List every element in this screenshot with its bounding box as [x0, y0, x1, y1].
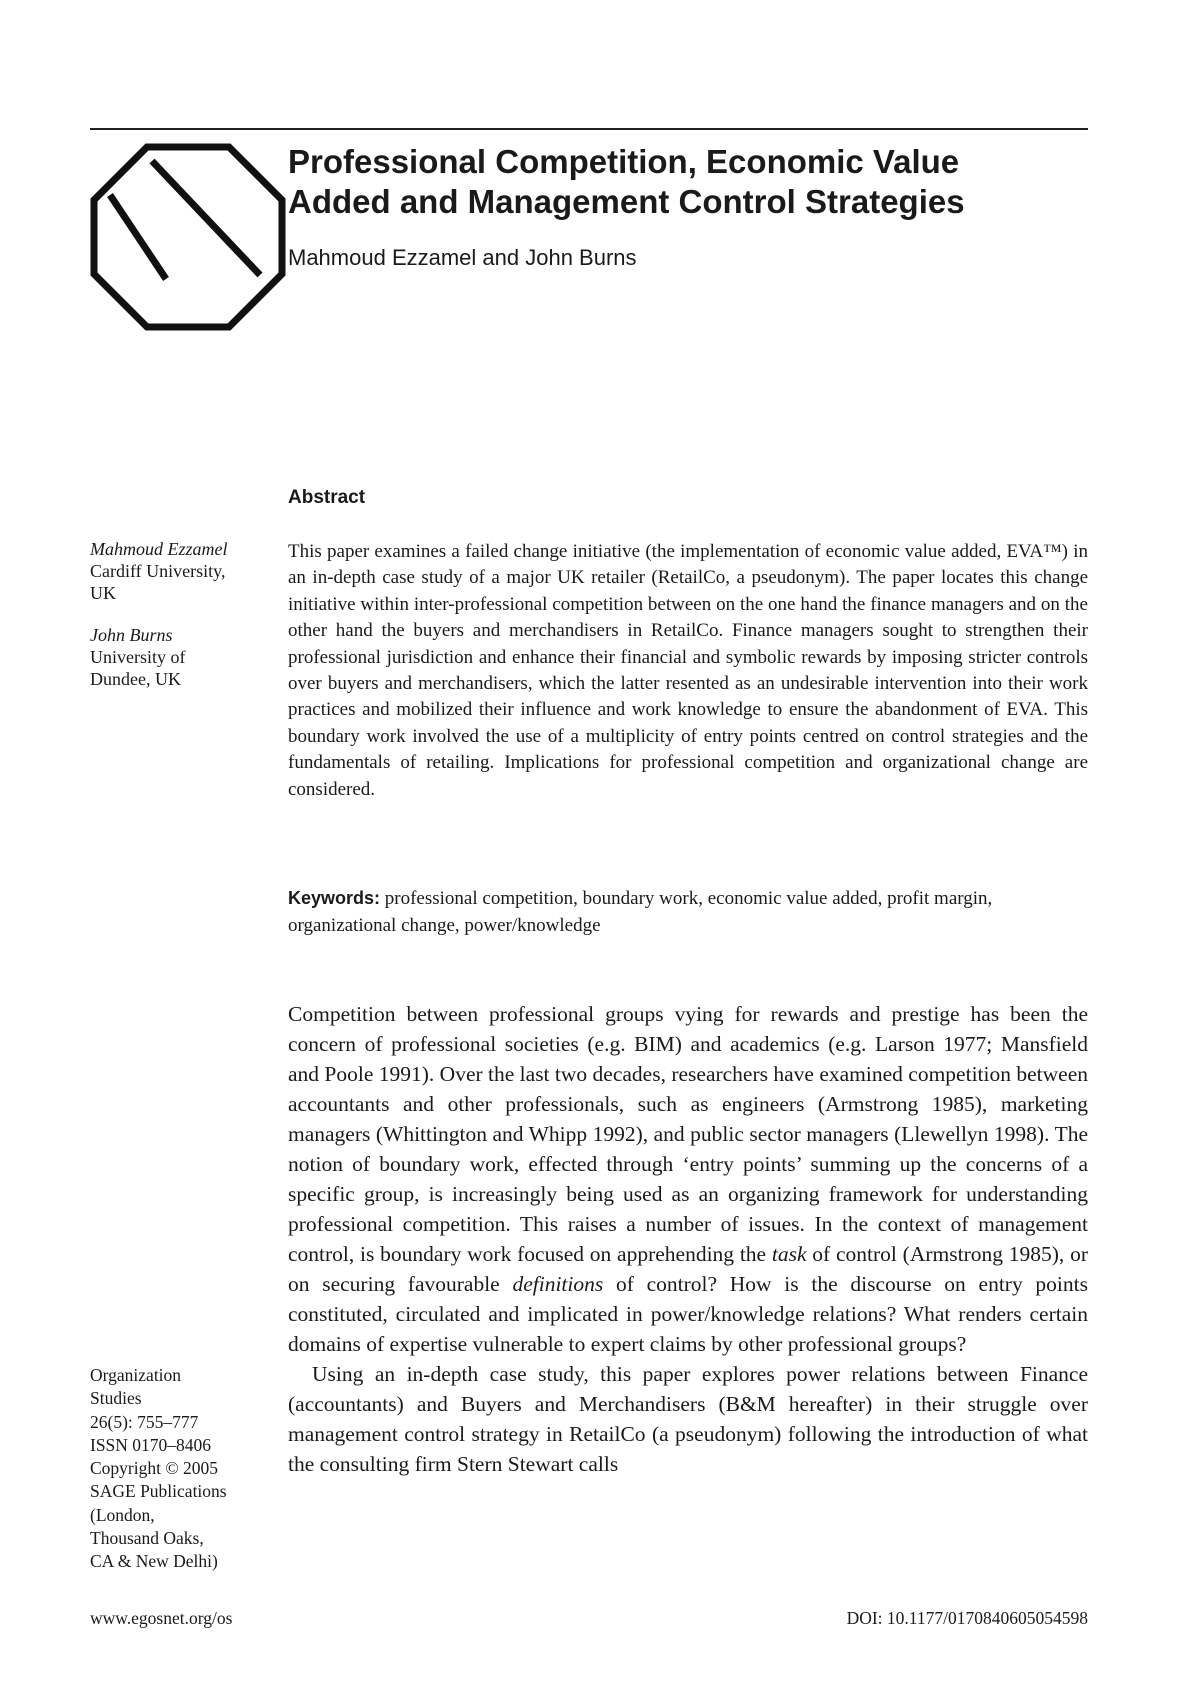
logo-stroke-short	[110, 195, 166, 279]
header-rule	[90, 128, 1088, 130]
publisher-location-1: (London,	[90, 1504, 155, 1525]
affiliation-burns	[90, 624, 265, 690]
publisher-location-3: CA & New Delhi)	[90, 1551, 218, 1572]
affiliation-country: UK	[90, 583, 116, 603]
journal-logo-icon	[90, 143, 286, 331]
journal-issn: ISSN 0170–8406	[90, 1434, 212, 1455]
journal-name-line-1: Organization	[90, 1365, 182, 1385]
article-body	[288, 999, 1088, 1479]
body-p1-text-a: Competition between professional groups vying for rewards and prestige has been the concern of professional societies (e.g. BIM) and academics (e.g. Larson 1977; Mansfield and Poole 1991). Over the last two decades, researchers have examined competition between accountants and other professionals, such as engineers (Armstrong 1985), marketing managers (Whittington and Whipp 1992), and public sector managers (Llewellyn 1998). The notion of boundary work, effected through ‘entry points’ summing up the concerns of a specific group, is increasingly being used as an organizing framework for understanding professional competition. This raises a number of issues. In the context of management control, is boundary work focused on apprehending the	[288, 1002, 1088, 1266]
journal-url-link[interactable]: www.egosnet.org/os	[90, 1608, 233, 1628]
affiliation-country: Dundee, UK	[90, 669, 181, 689]
body-p1-text-b: of control (Armstrong 1985), or on securing favourable	[288, 1242, 1088, 1296]
body-p1-emphasis-task: task	[771, 1242, 807, 1266]
journal-volume: 26(5): 755–777	[90, 1411, 199, 1432]
logo-octagon	[94, 147, 282, 327]
affiliation-institution: Cardiff University,	[90, 561, 226, 581]
title-line-1: Professional Competition, Economic Value	[288, 143, 960, 180]
affiliation-ezzamel	[90, 538, 265, 604]
body-p1-emphasis-definitions: definitions	[512, 1272, 604, 1296]
keywords-text: professional competition, boundary work, economic value added, profit margin, organizational change, power/knowledge	[288, 888, 993, 936]
keywords-label: Keywords:	[288, 888, 381, 908]
affiliation-institution: University of	[90, 647, 186, 667]
affiliation-author-name: Mahmoud Ezzamel	[90, 539, 228, 559]
abstract-heading: Abstract	[288, 487, 366, 508]
body-paragraph-2: Using an in-depth case study, this paper explores power relations between Finance (accountants) and Buyers and Merchandisers (B&M hereafter) in their struggle over management control strategy in RetailCo (a pseudonym) following the introduction of what the consulting firm Stern Stewart calls	[288, 1362, 1088, 1476]
article-authors: Mahmoud Ezzamel and John Burns	[288, 245, 637, 270]
publication-info	[90, 1364, 270, 1574]
article-title	[288, 142, 1088, 222]
keywords	[288, 885, 1088, 939]
affiliation-author-name: John Burns	[90, 625, 173, 645]
copyright: Copyright © 2005	[90, 1458, 219, 1479]
body-paragraph-1	[288, 999, 1088, 1359]
author-affiliations	[90, 538, 265, 710]
body-p1-text-c: of control? How is the discourse on entry points constituted, circulated and implicated in power/knowledge relations? What renders certain domains of expertise vulnerable to expert claims by other professional groups?	[288, 1272, 1089, 1356]
abstract-text: This paper examines a failed change initiative (the implementation of economic value added, EVA™) in an in-depth case study of a major UK retailer (RetailCo, a pseudonym). The paper locates this change initiative within inter-professional competition between on the one hand the finance managers and on the other hand the buyers and merchandisers in RetailCo. Finance managers sought to strengthen their professional jurisdiction and enhance their financial and symbolic rewards by imposing stricter controls over buyers and merchandisers, which the latter resented as an undesirable intervention into their work practices and mobilized their influence and work knowledge to ensure the abandonment of EVA. This boundary work involved the use of a multiplicity of entry points centred on control strategies and the fundamentals of retailing. Implications for professional competition and organizational change are considered.	[288, 541, 1088, 800]
journal-name-line-2: Studies	[90, 1388, 142, 1409]
publisher: SAGE Publications	[90, 1481, 227, 1502]
title-line-2: Added and Management Control Strategies	[288, 183, 965, 220]
doi-link[interactable]: DOI: 10.1177/0170840605054598	[846, 1608, 1088, 1628]
publisher-location-2: Thousand Oaks,	[90, 1528, 204, 1549]
logo-stroke-long	[152, 161, 260, 275]
